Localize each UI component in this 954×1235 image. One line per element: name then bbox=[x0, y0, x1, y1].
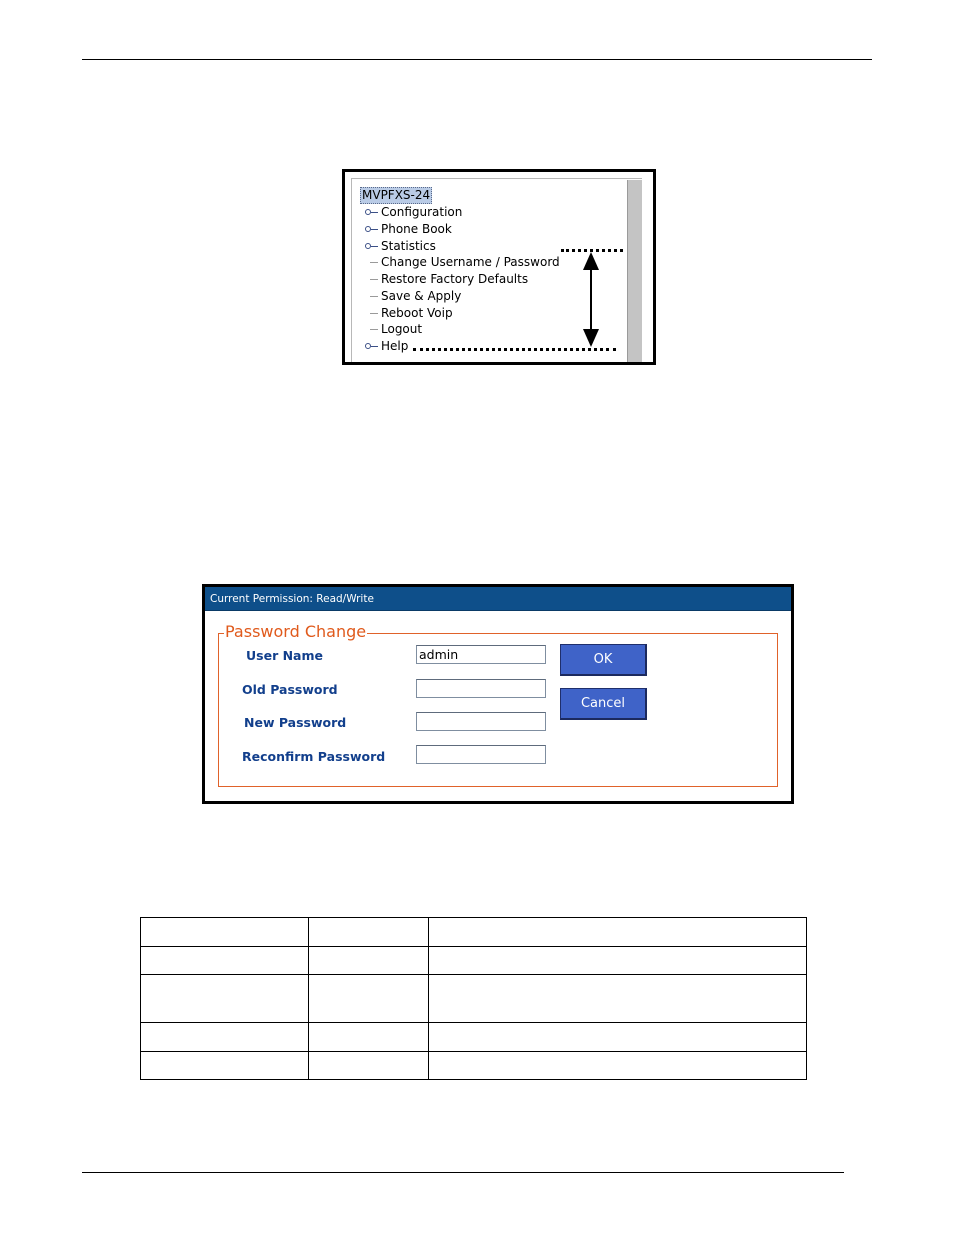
leaf-line-icon bbox=[363, 305, 380, 321]
ok-button[interactable]: OK bbox=[560, 644, 647, 676]
branch-node-icon bbox=[363, 204, 380, 220]
table-cell bbox=[429, 918, 807, 947]
tree-menu-figure bbox=[342, 169, 656, 365]
table-cell bbox=[141, 1023, 309, 1052]
table-row bbox=[141, 1052, 807, 1080]
reconfirm-password-input[interactable] bbox=[416, 745, 546, 764]
tree-item-label: Change Username / Password bbox=[381, 255, 560, 269]
arrow-up-icon bbox=[583, 252, 599, 270]
tree-item-label: Statistics bbox=[381, 239, 436, 253]
old-password-input[interactable] bbox=[416, 679, 546, 698]
tree-item-help[interactable] bbox=[363, 338, 408, 354]
branch-node-icon bbox=[363, 221, 380, 237]
branch-node-icon bbox=[363, 338, 380, 354]
branch-node-icon bbox=[363, 238, 380, 254]
tree-root-node[interactable]: MVPFXS-24 bbox=[362, 188, 431, 202]
reconfirm-password-label: Reconfirm Password bbox=[242, 749, 386, 764]
table-cell bbox=[429, 975, 807, 1023]
tree-item-configuration[interactable] bbox=[363, 204, 462, 220]
empty-table bbox=[140, 917, 807, 1080]
tree-item-label: Logout bbox=[381, 322, 423, 336]
table-cell bbox=[429, 1052, 807, 1080]
tree-item-change-username-password[interactable] bbox=[363, 254, 560, 270]
table-cell bbox=[429, 947, 807, 975]
table-cell bbox=[309, 1023, 429, 1052]
leaf-line-icon bbox=[363, 254, 380, 270]
annotation-arrow-shaft bbox=[590, 263, 592, 335]
tree-item-save-apply[interactable] bbox=[363, 288, 461, 304]
table-cell bbox=[141, 975, 309, 1023]
tree-item-phone-book[interactable] bbox=[363, 221, 452, 237]
table-cell bbox=[309, 947, 429, 975]
tree-item-label: Save & Apply bbox=[381, 289, 462, 303]
tree-item-statistics[interactable] bbox=[363, 238, 436, 254]
footer-rule bbox=[82, 1172, 844, 1173]
tree-scrollbar[interactable] bbox=[627, 180, 642, 362]
table-row bbox=[141, 947, 807, 975]
group-title: Password Change bbox=[225, 622, 367, 641]
tree-item-restore-factory-defaults[interactable] bbox=[363, 271, 528, 287]
table-cell bbox=[309, 918, 429, 947]
new-password-input[interactable] bbox=[416, 712, 546, 731]
permission-titlebar: Current Permission: Read/Write bbox=[205, 587, 791, 611]
tree-item-label: Reboot Voip bbox=[381, 306, 453, 320]
header-rule bbox=[82, 59, 872, 60]
old-password-label: Old Password bbox=[242, 682, 338, 697]
tree-item-label: Help bbox=[381, 339, 409, 353]
leaf-line-icon bbox=[363, 288, 380, 304]
tree-item-logout[interactable] bbox=[363, 321, 422, 337]
table-row bbox=[141, 975, 807, 1023]
tree-item-label: Restore Factory Defaults bbox=[381, 272, 529, 286]
password-change-figure bbox=[202, 584, 794, 804]
leaf-line-icon bbox=[363, 271, 380, 287]
table-cell bbox=[141, 947, 309, 975]
table-cell bbox=[429, 1023, 807, 1052]
leaf-line-icon bbox=[363, 321, 380, 337]
user-name-label: User Name bbox=[246, 648, 323, 663]
table-row bbox=[141, 1023, 807, 1052]
table-cell bbox=[141, 1052, 309, 1080]
table-cell bbox=[141, 918, 309, 947]
table-row bbox=[141, 918, 807, 947]
tree-item-reboot-voip[interactable] bbox=[363, 305, 453, 321]
new-password-label: New Password bbox=[244, 715, 347, 730]
cancel-button[interactable]: Cancel bbox=[560, 688, 647, 720]
tree-item-label: Phone Book bbox=[381, 222, 452, 236]
annotation-dotted-line-bottom bbox=[413, 348, 616, 351]
arrow-down-icon bbox=[583, 329, 599, 347]
table-cell bbox=[309, 975, 429, 1023]
table-cell bbox=[309, 1052, 429, 1080]
tree-item-label: Configuration bbox=[381, 205, 463, 219]
user-name-input[interactable] bbox=[416, 645, 546, 664]
